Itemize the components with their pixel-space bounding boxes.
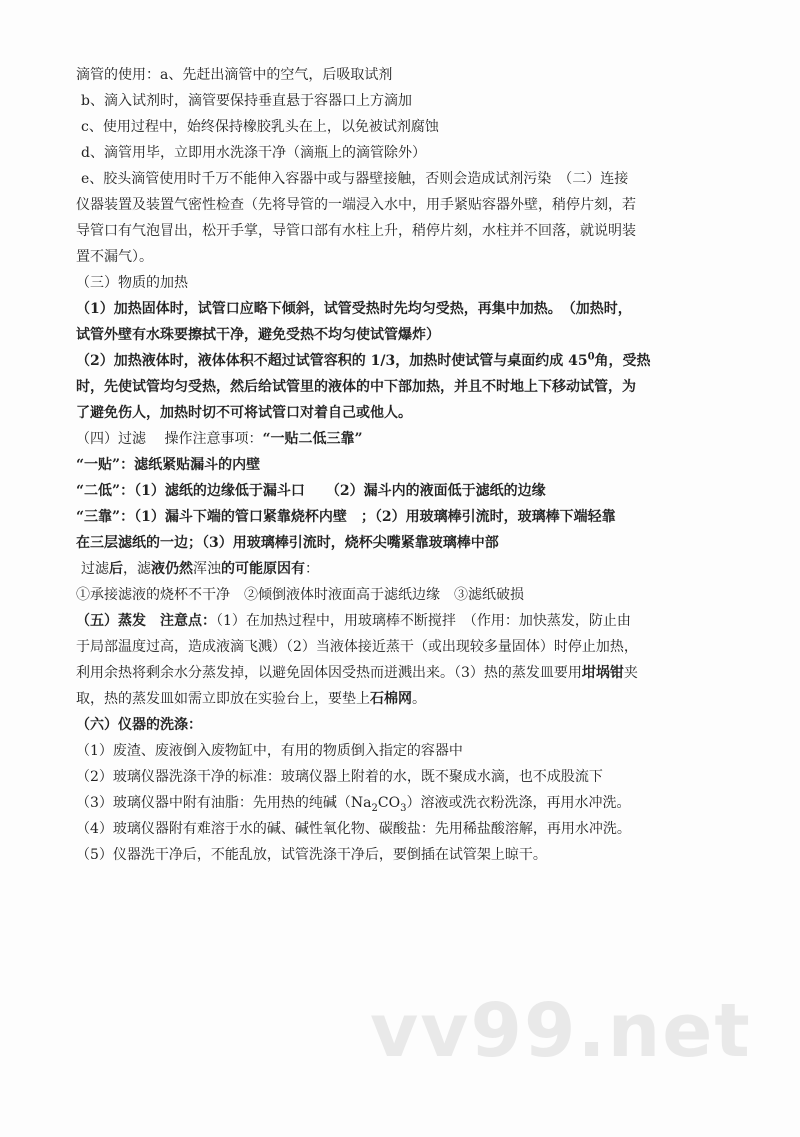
evaporation-line3-end: 夹 [623,665,638,681]
turbid-f: 的可能原因有 [221,561,305,577]
dropper-line-d: d、滴管用毕，立即用水洗涤干净（滴瓶上的滴管除外） [81,145,426,161]
heating-title: （三）物质的加热 [76,275,188,291]
heating-p2-line1 [76,348,726,374]
heating-p1-line2: 试管外壁有水珠要擦拭干净，避免受热不均匀使试管爆炸） [76,327,440,343]
filtration-reasons: ①承接滤液的烧杯不干净 ②倾倒液体时液面高于滤纸边缘 ③滤纸破损 [76,587,524,603]
washing-item-5: （5）仪器洗干净后，不能乱放，试管洗涤干净后，要倒插在试管架上晾干。 [76,847,547,863]
crucible-tongs-term: 坩埚钳 [581,665,624,681]
evaporation-line1 [76,608,726,634]
washing-item-3-a: （3）玻璃仪器中附有油脂：先用热的纯碱（Na [76,795,372,811]
washing-item-2: （2）玻璃仪器洗涤干净的标准：玻璃仪器上附着的水，既不聚成水滴，也不成股流下 [76,769,603,785]
evaporation-line3-text: 利用余热将剩余水分蒸发掉，以避免固体因受热而迸溅出来。（3）热的蒸发皿要用 [76,665,582,681]
washing-item-3 [76,790,726,816]
washing-item-3-co: CO [377,795,401,811]
watermark-text: vv99.net [370,988,752,1074]
filtration-three-lean-2: 在三层滤纸的一边；（3）用玻璃棒引流时，烧杯尖嘴紧靠玻璃棒中部 [76,535,499,551]
washing-item-4: （4）玻璃仪器附有难溶于水的碱、碱性氧化物、碳酸盐：先用稀盐酸溶解，再用水冲洗。 [76,821,631,837]
evaporation-line4-text: 取，热的蒸发皿如需立即放在实验台上，要垫上 [76,691,370,707]
turbid-c: ，滤 [123,561,151,577]
dropper-line-b: b、滴入试剂时，滴管要保持垂直悬于容器口上方滴加 [81,93,412,109]
evaporation-line2: 于局部温度过高，造成液滴飞溅）（2）当液体接近蒸干（或出现较多量固体）时停止加热， [76,639,638,655]
dropper-line-a [76,62,726,88]
dropper-line-e-1: e、胶头滴管使用时千万不能伸入容器中或与器壁接触，否则会造成试剂污染 （二）连接 [81,171,629,187]
evaporation-line4 [76,686,726,712]
heating-p2-line1-a: （2）加热液体时，液体体积不超过试管容积的 1/3，加热时使试管与桌面约成 45 [76,353,588,369]
turbid-e: 浑浊 [193,561,221,577]
asbestos-net-term: 石棉网 [370,691,412,707]
evaporation-line1-text: （1）在加热过程中，用玻璃棒不断搅拌 （作用：加快蒸发，防止由 [216,613,631,629]
filtration-title-text: （四）过滤 操作注意事项： [76,431,263,447]
subscript-3: 3 [400,802,407,814]
dropper-line-c: c、使用过程中，始终保持橡胶乳头在上，以免被试剂腐蚀 [81,119,439,135]
washing-item-1: （1）废渣、废液倒入废物缸中，有用的物质倒入指定的容器中 [76,743,463,759]
turbid-d: 液仍然 [151,561,193,577]
turbid-g: ： [305,561,319,577]
evaporation-line3 [76,660,726,686]
dropper-line-e-2: 仪器装置及装置气密性检查（先将导管的一端浸入水中，用手紧贴容器外壁，稍停片刻，若 [76,197,636,213]
evaporation-title: （五）蒸发 注意点： [76,613,216,629]
degree-superscript: 0 [587,351,595,363]
filtration-two-low: “二低”：（1）滤纸的边缘低于漏斗口 （2）漏斗内的液面低于滤纸的边缘 [76,483,546,499]
filtration-title [76,426,726,452]
subscript-2: 2 [371,802,378,814]
dropper-a-prefix: 滴管的使用：a、 [76,67,183,83]
washing-title: （六）仪器的洗涤： [76,717,202,733]
dropper-line-e-4: 置不漏气）。 [76,249,153,265]
dropper-line-e-3: 导管口有气泡冒出，松开手掌，导管口部有水柱上升，稍停片刻，水柱并不回落，就说明装 [76,223,636,239]
evaporation-line4-end: 。 [412,691,426,707]
turbid-b: 后 [109,561,123,577]
turbid-a: 过滤 [81,561,109,577]
washing-item-3-b: ）溶液或洗衣粉洗涤，再用水冲洗。 [406,795,631,811]
filtration-turbid-line [76,556,726,582]
filtration-one-stick: “一贴”：滤纸紧贴漏斗的内壁 [76,457,261,473]
dropper-a-text: 先赶出滴管中的空气，后吸取试剂 [182,67,393,83]
heating-p2-line2: 时，先使试管均匀受热，然后给试管里的液体的中下部加热，并且不时地上下移动试管，为 [76,379,636,395]
heating-p1-line1: （1）加热固体时，试管口应略下倾斜，试管受热时先均匀受热，再集中加热。 （加热时， [76,301,632,317]
heating-p2-line3: 了避免伤人，加热时切不可将试管口对着自己或他人。 [76,405,412,421]
filtration-three-lean-1: “三靠”：（1）漏斗下端的管口紧靠烧杯内壁 ；（2）用玻璃棒引流时，玻璃棒下端轻靠 [76,509,616,525]
heating-p2-line1-b: 角，受热 [594,353,651,369]
filtration-title-bold: “一贴二低三靠” [262,431,363,447]
document-body [76,62,726,868]
